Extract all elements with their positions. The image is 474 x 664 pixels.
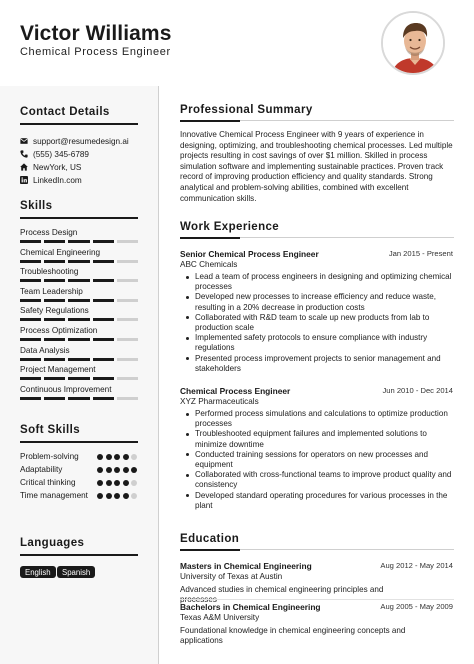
linkedin-icon <box>20 176 28 184</box>
profile-photo <box>383 13 445 75</box>
skill-level-segment <box>20 377 41 380</box>
skill-level-segment <box>44 318 65 321</box>
soft-skill-label: Time management <box>20 491 88 500</box>
contact-location-text: NewYork, US <box>33 162 82 172</box>
skill-level-segment <box>20 318 41 321</box>
skill-level-segment <box>117 397 138 400</box>
skill-level-bar <box>20 397 138 400</box>
soft-skills-section-title: Soft Skills <box>20 424 80 436</box>
job-bullet: Performed process simulations and calculations to optimize production processes <box>180 409 452 429</box>
education-dates: Aug 2012 - May 2014 <box>380 561 453 570</box>
language-badge-spanish: Spanish <box>57 566 95 578</box>
skill-level-segment <box>20 397 41 400</box>
education-divider <box>180 549 454 550</box>
skill-level-bar <box>20 240 138 243</box>
skill-level-segment <box>44 260 65 263</box>
skill-level-segment <box>93 397 114 400</box>
skill-level-segment <box>93 299 114 302</box>
summary-section-title: Professional Summary <box>180 104 313 116</box>
skill-level-segment <box>68 358 89 361</box>
skill-level-segment <box>117 338 138 341</box>
rating-dot <box>106 467 112 473</box>
rating-dot <box>97 467 103 473</box>
education-separator <box>180 599 454 600</box>
home-icon <box>20 163 28 171</box>
rating-dot <box>106 480 112 486</box>
job-bullet: Developed standard operating procedures for various processes in the plant <box>180 491 452 511</box>
skill-label: Troubleshooting <box>20 267 79 277</box>
contact-linkedin[interactable] <box>20 174 82 186</box>
email-icon <box>20 137 28 145</box>
rating-dot <box>114 467 120 473</box>
education-degree: Bachelors in Chemical Engineering <box>180 602 321 612</box>
contact-divider <box>20 123 138 125</box>
skill-label: Process Optimization <box>20 326 98 335</box>
skill-level-segment <box>68 260 89 263</box>
skill-level-segment <box>44 299 65 302</box>
education-description: Advanced studies in chemical engineering principles and <box>180 585 384 594</box>
summary-text: Innovative Chemical Process Engineer with 9 years of experience in designing, optimizing, and troubleshooting chemical processes. Led multiple projects resulting in cost savings of over $1 million. Skilled in process simulation software and implementing sustainable practices. Proven track record of improving production efficiency and quality standards. Strong analytical and problem-solving abilities, combined with excellent communication skills. <box>180 130 453 203</box>
soft-skill-rating <box>97 480 137 486</box>
skill-level-segment <box>93 377 114 380</box>
education-section-title: Education <box>180 533 240 545</box>
skill-level-segment <box>68 377 89 380</box>
job-bullets <box>180 272 452 374</box>
skills-section-title: Skills <box>20 200 53 212</box>
job-bullet: Developed new processes to increase efficiency and reduce waste, resulting in a 20% decrease in production costs <box>180 292 452 312</box>
contact-phone[interactable] <box>20 148 89 160</box>
skill-level-bar <box>20 260 138 263</box>
skill-level-segment <box>117 377 138 380</box>
contact-location <box>20 161 81 173</box>
skill-level-segment <box>68 318 89 321</box>
skill-level-segment <box>20 240 41 243</box>
languages-section-title: Languages <box>20 537 85 549</box>
summary-divider <box>180 120 454 121</box>
soft-skill-label: Critical thinking <box>20 478 76 487</box>
contact-section-title: Contact Details <box>20 106 110 118</box>
avatar <box>381 11 445 75</box>
job-title: Senior Chemical Process Engineer <box>180 249 319 259</box>
skill-level-segment <box>44 279 65 282</box>
languages-divider <box>20 554 138 556</box>
education-school: Texas A&M University <box>180 613 260 622</box>
skill-level-segment <box>20 299 41 302</box>
experience-section-title: Work Experience <box>180 221 280 233</box>
skill-label: Team Leadership <box>20 286 83 296</box>
skill-level-segment <box>20 260 41 263</box>
soft-skill-rating <box>97 454 137 460</box>
main-content <box>159 86 474 664</box>
rating-dot <box>114 480 120 486</box>
contact-email[interactable] <box>20 135 129 147</box>
job-bullet: Presented process improvement projects to senior management and stakeholders <box>180 354 452 374</box>
skill-label: Process Design <box>20 228 78 237</box>
job-bullet: Conducted training sessions for operators on new processes and equipment <box>180 450 452 470</box>
skills-divider <box>20 217 138 219</box>
skill-level-segment <box>117 260 138 263</box>
skill-level-segment <box>117 318 138 321</box>
skill-level-bar <box>20 358 138 361</box>
skill-level-segment <box>93 338 114 341</box>
skill-label: Chemical Engineering <box>20 247 101 257</box>
skill-level-segment <box>44 240 65 243</box>
skill-level-segment <box>117 240 138 243</box>
rating-dot <box>106 454 112 460</box>
skill-level-segment <box>68 299 89 302</box>
phone-icon <box>20 150 28 158</box>
job-company: XYZ Pharmaceuticals <box>180 397 259 406</box>
skill-level-segment <box>44 397 65 400</box>
soft-skill-rating <box>97 467 137 473</box>
job-dates: Jun 2010 - Dec 2014 <box>382 386 453 395</box>
rating-dot <box>114 454 120 460</box>
job-bullets <box>180 409 452 511</box>
skill-level-segment <box>44 377 65 380</box>
skill-level-segment <box>117 299 138 302</box>
skill-level-segment <box>20 338 41 341</box>
skill-level-bar <box>20 338 138 341</box>
skill-level-segment <box>117 279 138 282</box>
skill-level-segment <box>44 358 65 361</box>
skill-label: Safety Regulations <box>20 306 89 316</box>
soft-skill-label: Problem-solving <box>20 452 79 461</box>
education-degree: Masters in Chemical Engineering <box>180 561 312 571</box>
job-bullet: Collaborated with R&D team to scale up new products from lab to production scale <box>180 313 452 333</box>
skill-level-segment <box>20 279 41 282</box>
rating-dot <box>123 493 129 499</box>
rating-dot <box>123 467 129 473</box>
skill-level-segment <box>93 358 114 361</box>
skill-level-segment <box>93 240 114 243</box>
education-school: University of Texas at Austin <box>180 572 283 581</box>
job-bullet: Troubleshooted equipment failures and implemented solutions to minimize downtime <box>180 429 452 449</box>
rating-dot <box>131 467 137 473</box>
skill-label: Project Management <box>20 365 96 375</box>
education-description: Foundational knowledge in chemical engineering concepts and applications <box>180 626 406 646</box>
rating-dot <box>123 480 129 486</box>
skill-level-segment <box>117 358 138 361</box>
job-title: Chemical Process Engineer <box>180 386 291 396</box>
skill-level-segment <box>93 260 114 263</box>
skill-level-segment <box>93 318 114 321</box>
contact-linkedin-text: LinkedIn.com <box>33 175 82 185</box>
soft-skill-label: Adaptability <box>20 465 63 474</box>
skill-level-segment <box>93 279 114 282</box>
job-bullet: Collaborated with cross-functional teams to improve product quality and consistency <box>180 470 452 490</box>
rating-dot <box>97 480 103 486</box>
resume-header <box>0 0 474 86</box>
rating-dot <box>131 493 137 499</box>
job-company: ABC Chemicals <box>180 260 238 269</box>
rating-dot <box>131 480 137 486</box>
job-bullet: Implemented safety protocols to ensure compliance with industry regulations <box>180 333 452 353</box>
candidate-name: Victor Williams <box>20 22 172 45</box>
skill-level-segment <box>68 279 89 282</box>
rating-dot <box>131 454 137 460</box>
contact-email-text: support@resumedesign.ai <box>33 136 129 146</box>
soft-skills-divider <box>20 441 138 443</box>
rating-dot <box>97 493 103 499</box>
job-bullet: Lead a team of process engineers in designing and optimizing chemical processes <box>180 272 452 292</box>
rating-dot <box>123 454 129 460</box>
skill-level-bar <box>20 279 138 282</box>
skill-level-segment <box>68 240 89 243</box>
skill-level-bar <box>20 377 138 380</box>
skill-level-bar <box>20 299 138 302</box>
rating-dot <box>97 454 103 460</box>
skill-level-bar <box>20 318 138 321</box>
skill-level-segment <box>20 358 41 361</box>
soft-skill-rating <box>97 493 137 499</box>
skill-level-segment <box>44 338 65 341</box>
education-dates: Aug 2005 - May 2009 <box>380 602 453 611</box>
skill-label: Continuous Improvement <box>20 384 112 394</box>
rating-dot <box>106 493 112 499</box>
skill-level-segment <box>68 397 89 400</box>
rating-dot <box>114 493 120 499</box>
contact-phone-text: (555) 345-6789 <box>33 149 89 159</box>
job-dates: Jan 2015 - Present <box>388 249 453 258</box>
candidate-title: Chemical Process Engineer <box>20 46 171 58</box>
language-badge-english: English <box>20 566 56 578</box>
skill-label: Data Analysis <box>20 345 70 355</box>
skill-level-segment <box>68 338 89 341</box>
experience-divider <box>180 237 454 238</box>
